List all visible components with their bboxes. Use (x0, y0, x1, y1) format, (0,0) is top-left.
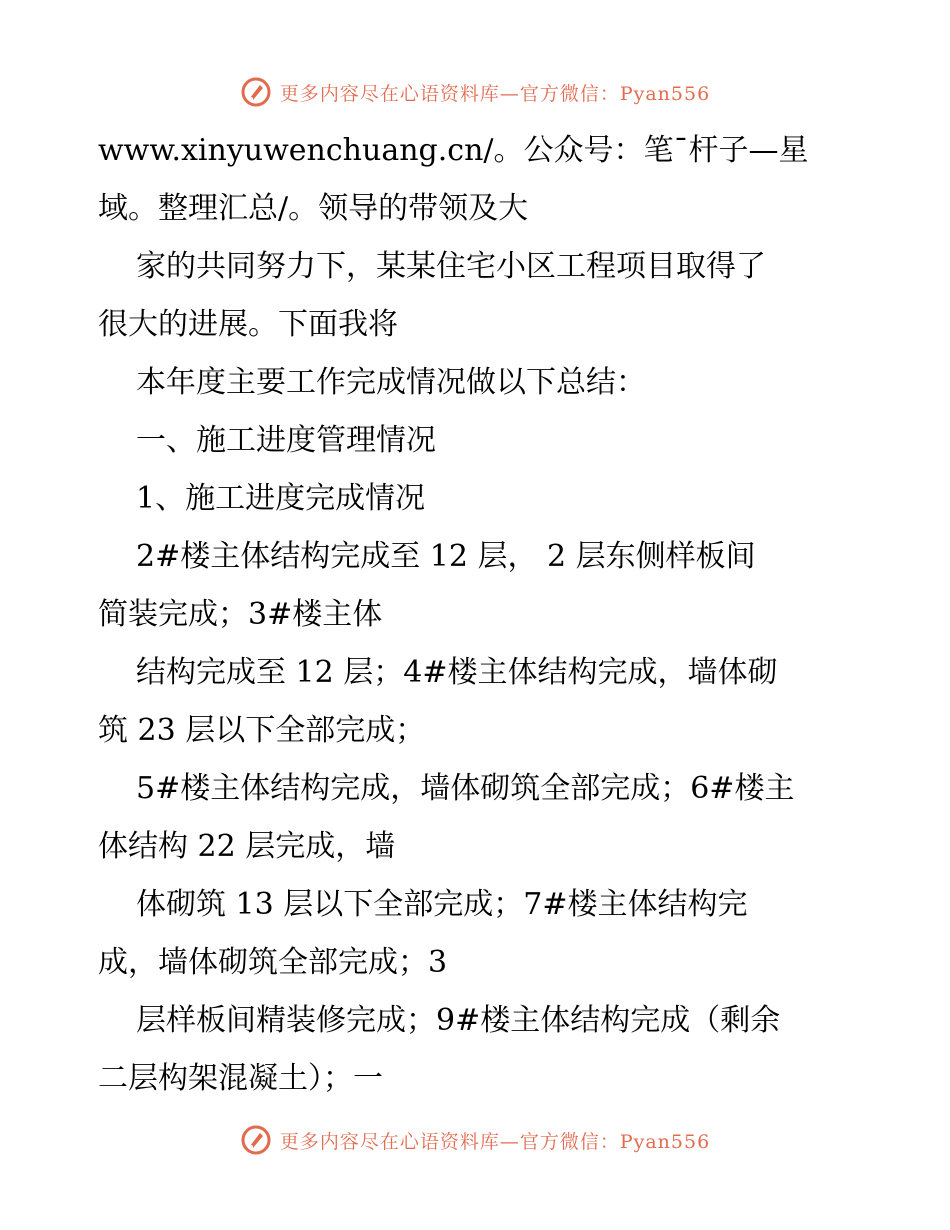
pen-nib-logo-icon (240, 76, 272, 108)
text-line: 5#楼主体结构完成，墙体砌筑全部完成；6#楼主 (136, 771, 795, 806)
header-watermark (0, 70, 950, 114)
document-body (98, 122, 858, 1108)
text-line: 很大的进展。下面我将 (98, 307, 398, 342)
subsection-heading: 1、施工进度完成情况 (136, 481, 426, 516)
text-line: 家的共同努力下，某某住宅小区工程项目取得了 (136, 249, 766, 284)
text-line: 筑 23 层以下全部完成； (98, 713, 426, 748)
text-line: 域。整理汇总/。领导的带领及大 (98, 191, 529, 226)
text-line: 成，墙体砌筑全部完成；3 (98, 945, 448, 980)
text-line: 简装完成；3#楼主体 (98, 597, 383, 632)
watermark-text: 更多内容尽在心语资料库—官方微信：Pyan556 (279, 82, 711, 105)
text-line: 体结构 22 层完成，墙 (98, 829, 396, 864)
text-line: 体砌筑 13 层以下全部完成；7#楼主体结构完 (136, 887, 748, 922)
text-line: www.xinyuwenchuang.cn/。公众号：笔¯杆子—星 (98, 133, 809, 168)
text-line: 二层构架混凝土）；一 (98, 1061, 383, 1096)
watermark-text: 更多内容尽在心语资料库—官方微信：Pyan556 (279, 1130, 711, 1153)
text-line: 层样板间精装修完成；9#楼主体结构完成（剩余 (136, 1003, 781, 1038)
text-line: 结构完成至 12 层；4#楼主体结构完成，墙体砌 (136, 655, 778, 690)
footer-watermark (0, 1118, 950, 1162)
text-line: 本年度主要工作完成情况做以下总结： (136, 365, 646, 400)
section-heading: 一、施工进度管理情况 (136, 423, 436, 458)
pen-nib-logo-icon (240, 1124, 272, 1156)
text-line: 2#楼主体结构完成至 12 层， 2 层东侧样板间 (136, 539, 756, 574)
